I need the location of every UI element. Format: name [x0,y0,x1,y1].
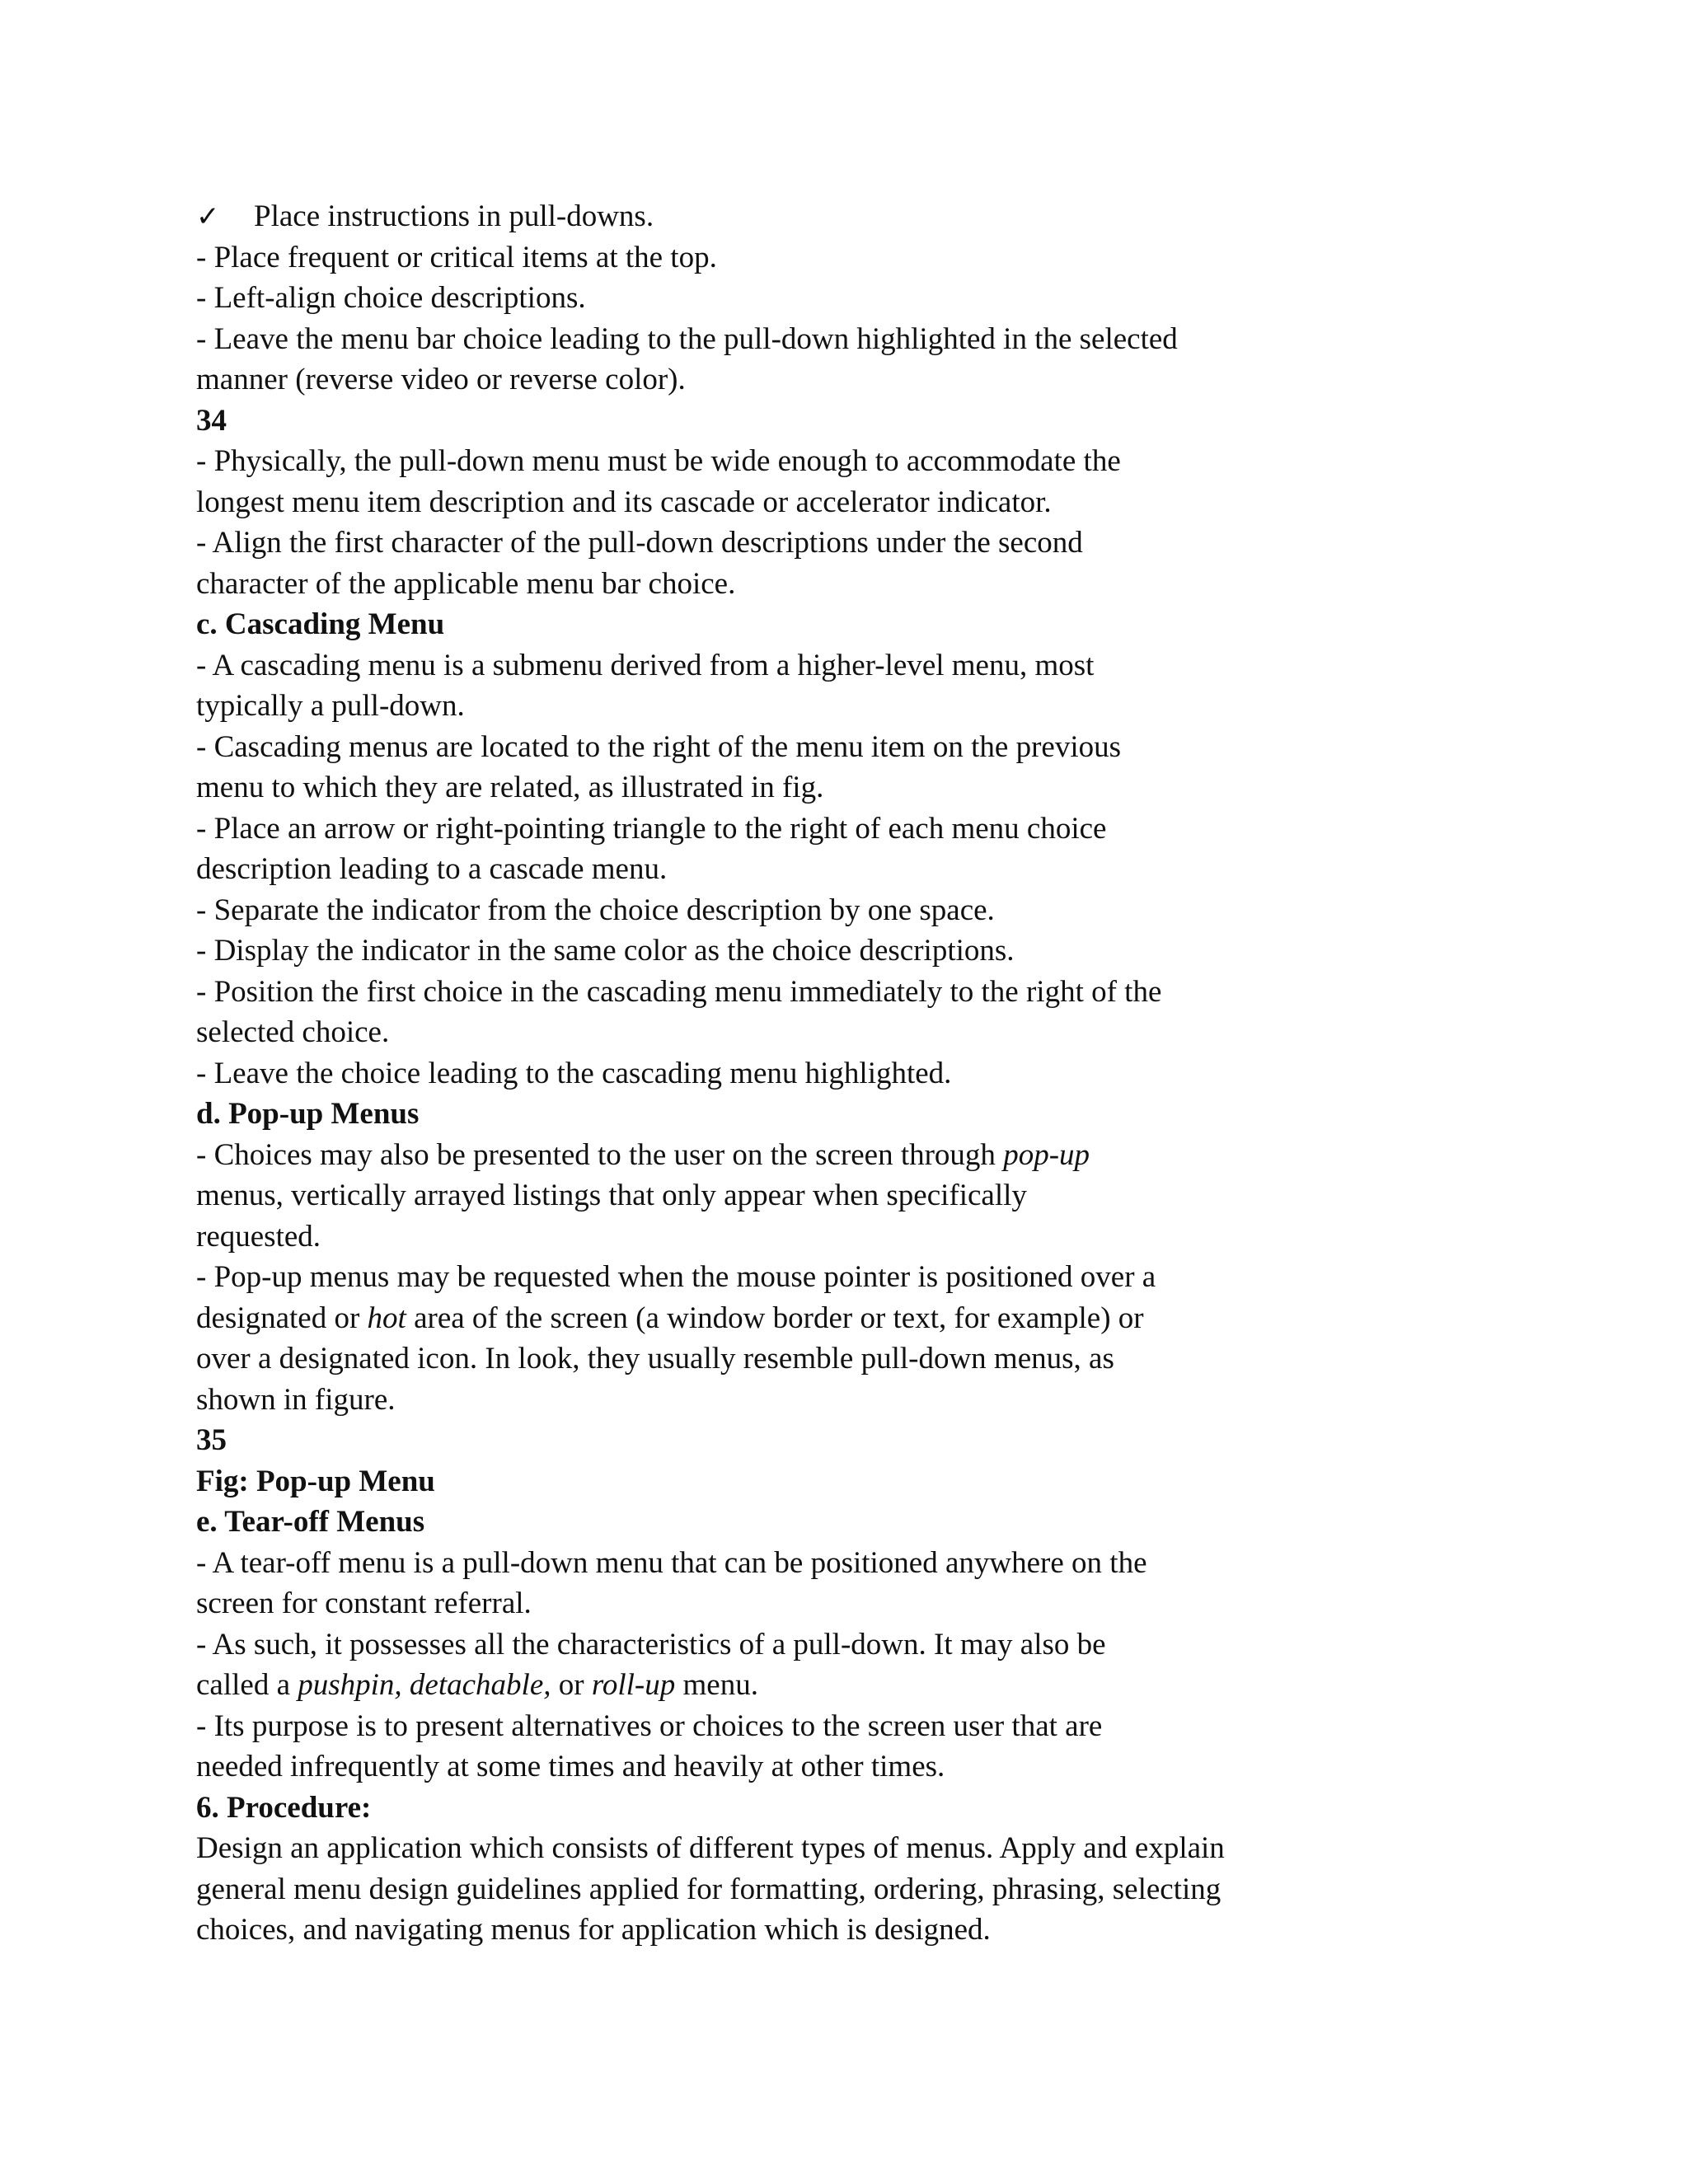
text-line: description leading to a cascade menu. [196,852,668,886]
text-line: - Leave the choice leading to the cascading menu highlighted. [196,1056,952,1090]
text-span: area of the screen (a window border or text, for example) or [406,1301,1144,1335]
text-line: - Pop-up menus may be requested when the mouse pointer is positioned over a [196,1260,1156,1294]
text-line: - Display the indicator in the same color as the choice descriptions. [196,934,1015,968]
text-line: typically a pull-down. [196,689,465,723]
text-line: - Place frequent or critical items at the top. [196,240,717,274]
text-line: - Align the first character of the pull-down descriptions under the second [196,526,1083,560]
text-span: menu. [675,1668,758,1702]
italic-term: pop-up [1003,1137,1090,1172]
text-line: menu to which they are related, as illustrated in fig. [196,771,824,804]
section-heading-cascading-menu: c. Cascading Menu [196,607,445,641]
text-span: - Choices may also be presented to the user on the screen through [196,1137,1004,1172]
text-line: - Place an arrow or right-pointing triangle to the right of each menu choice [196,811,1107,846]
italic-term: pushpin, detachable, [298,1668,551,1702]
section-heading-tearoff-menus: e. Tear-off Menus [196,1505,425,1539]
text-line: longest menu item description and its cascade or accelerator indicator. [196,485,1052,519]
italic-term: hot [367,1301,406,1335]
figure-caption: Fig: Pop-up Menu [196,1464,435,1498]
text-line: manner (reverse video or reverse color). [196,363,686,396]
text-line [196,1298,1597,1339]
text-span: designated or [196,1301,368,1335]
text-line: general menu design guidelines applied for formatting, ordering, phrasing, selecting [196,1872,1221,1906]
text-line: - As such, it possesses all the characteristics of a pull-down. It may also be [196,1627,1106,1661]
text-span: or [551,1668,592,1702]
checkmark-icon: ✓ [196,200,220,233]
page-number: 34 [196,403,227,438]
text-line: - Separate the indicator from the choice description by one space. [196,893,995,927]
text-line: - Position the first choice in the cascading menu immediately to the right of the [196,974,1162,1009]
checklist-item [196,196,1597,237]
italic-term: roll-up [591,1668,676,1702]
text-line: - Leave the menu bar choice leading to the pull-down highlighted in the selected [196,321,1178,356]
text-line: Design an application which consists of different types of menus. Apply and explain [196,1831,1225,1865]
text-line: needed infrequently at some times and heavily at other times. [196,1750,945,1783]
text-line: character of the applicable menu bar choice. [196,566,736,601]
text-line [196,1135,1597,1176]
text-line: screen for constant referral. [196,1586,532,1620]
page-number: 35 [196,1423,227,1457]
text-line: requested. [196,1219,321,1254]
text-span: called a [196,1668,298,1702]
section-heading-procedure: 6. Procedure: [196,1790,372,1825]
text-line: - Its purpose is to present alternatives or choices to the screen user that are [196,1708,1103,1743]
text-line: - A tear-off menu is a pull-down menu that can be positioned anywhere on the [196,1545,1147,1580]
text-line: selected choice. [196,1015,390,1049]
text-line: - A cascading menu is a submenu derived from a higher-level menu, most [196,648,1095,682]
section-heading-popup-menus: d. Pop-up Menus [196,1097,420,1131]
text-line: shown in figure. [196,1382,396,1417]
text-line: - Physically, the pull-down menu must be wide enough to accommodate the [196,444,1121,478]
text-line: choices, and navigating menus for application which is designed. [196,1913,991,1947]
text-line: menus, vertically arrayed listings that only appear when specifically [196,1179,1027,1212]
document-body [196,196,1597,1951]
checklist-item-text: Place instructions in pull-downs. [254,199,654,233]
text-line [196,1665,1597,1706]
text-line: over a designated icon. In look, they usually resemble pull-down menus, as [196,1342,1114,1376]
text-line: - Left-align choice descriptions. [196,281,586,315]
text-line: - Cascading menus are located to the right of the menu item on the previous [196,729,1122,764]
